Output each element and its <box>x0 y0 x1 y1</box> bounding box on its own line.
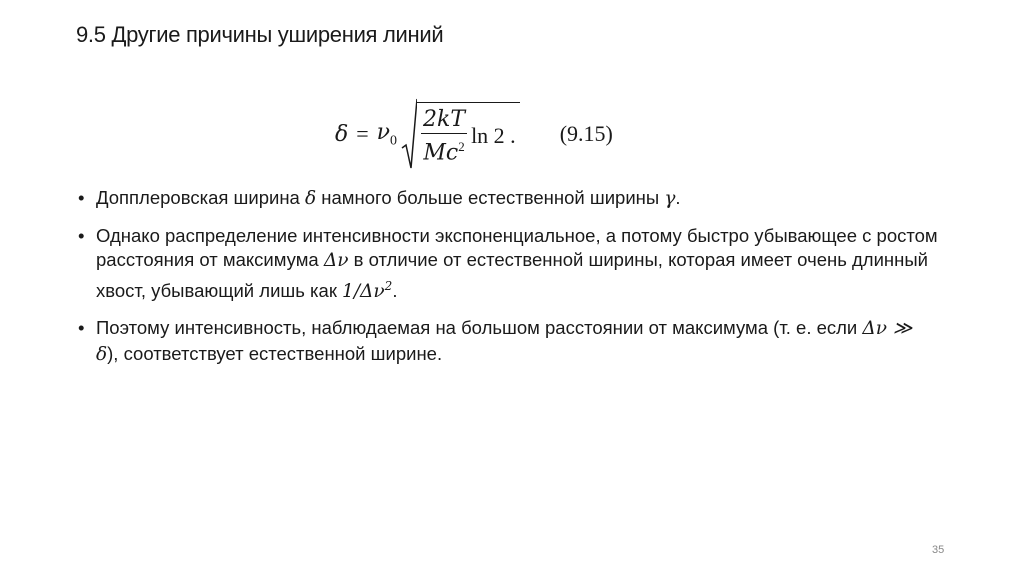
eq-numerator: 2kT <box>423 106 466 132</box>
eq-den-exponent: 2 <box>458 138 465 154</box>
eq-den-base: Mc <box>423 140 459 166</box>
eq-delta: δ <box>335 121 349 147</box>
eq-nu: ν <box>376 119 391 145</box>
bullet-math: Δν <box>323 250 349 271</box>
bullet-text: в отличие от естественной ширины, которая имеет очень длинный хвост, убывающий лишь как <box>96 249 928 301</box>
bullet-list <box>78 186 938 379</box>
bullet-math-exponent: 2 <box>384 278 393 293</box>
sqrt-sign-icon <box>401 98 417 170</box>
equation-9-15 <box>335 98 613 170</box>
bullet-item <box>78 186 938 212</box>
eq-subscript: 0 <box>390 133 398 149</box>
eq-denominator <box>421 134 466 166</box>
eq-fraction <box>421 107 467 166</box>
bullet-text: намного больше естественной ширины <box>316 187 665 208</box>
eq-radicand <box>417 102 520 166</box>
bullet-text: Поэтому интенсивность, наблюдаемая на большом расстоянии от максимума (т. е. если <box>96 317 863 339</box>
eq-number: (9.15) <box>559 121 613 146</box>
eq-sqrt <box>401 98 520 170</box>
eq-nu-group <box>377 119 397 149</box>
bullet-text: . <box>675 187 681 208</box>
bullet-math: Δν ≫ δ <box>96 318 913 365</box>
bullet-text: Однако распределение интенсивности экспоненциальное, а потому быстро убывающее с ростом расстояния от максимума <box>96 224 938 270</box>
bullet-math: δ <box>304 188 317 209</box>
bullet-item <box>78 224 938 305</box>
bullet-text: Допплеровская ширина <box>96 187 305 208</box>
bullet-math: γ <box>664 188 676 209</box>
page-number: 35 <box>932 544 945 556</box>
bullet-item <box>78 316 938 367</box>
bullet-math: 1/Δν <box>342 280 385 302</box>
bullet-text: . <box>392 279 398 301</box>
eq-ln2: ln 2 . <box>471 123 516 149</box>
slide-title: 9.5 Другие причины уширения линий <box>76 22 444 47</box>
bullet-text: ), соответствует естественной ширине. <box>107 342 443 364</box>
eq-equals: = <box>356 121 369 146</box>
